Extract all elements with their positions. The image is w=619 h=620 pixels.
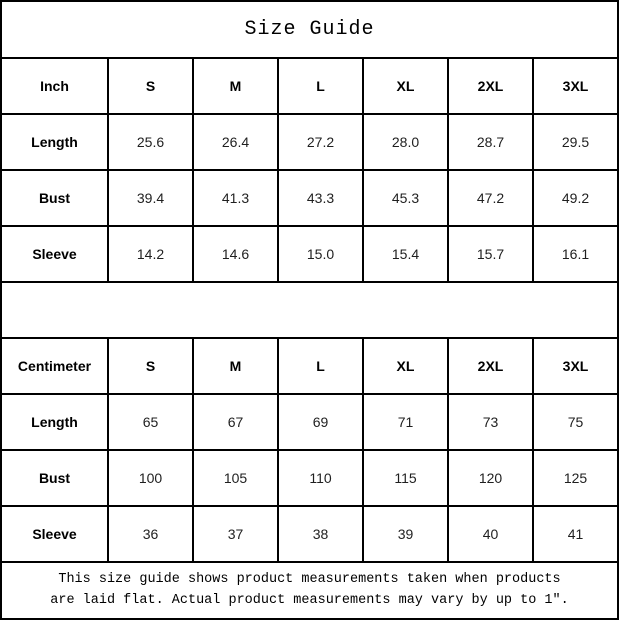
value-cell: 105 <box>193 450 278 506</box>
size-header-s: S <box>108 58 193 114</box>
value-cell: 67 <box>193 394 278 450</box>
size-header-s: S <box>108 338 193 394</box>
page-title: Size Guide <box>1 1 618 58</box>
unit-header-inch: Inch <box>1 58 108 114</box>
size-header-2xl: 2XL <box>448 338 533 394</box>
value-cell: 38 <box>278 506 363 562</box>
value-cell: 36 <box>108 506 193 562</box>
unit-header-centimeter: Centimeter <box>1 338 108 394</box>
cm-sleeve-row <box>1 506 618 562</box>
cm-length-row <box>1 394 618 450</box>
row-label-sleeve: Sleeve <box>1 506 108 562</box>
row-label-bust: Bust <box>1 170 108 226</box>
size-header-m: M <box>193 338 278 394</box>
value-cell: 115 <box>363 450 448 506</box>
cm-bust-row <box>1 450 618 506</box>
row-label-sleeve: Sleeve <box>1 226 108 282</box>
value-cell: 100 <box>108 450 193 506</box>
value-cell: 41.3 <box>193 170 278 226</box>
value-cell: 37 <box>193 506 278 562</box>
measurement-note: This size guide shows product measurements taken when products are laid flat. Actual product measurements may vary by up to 1″. <box>50 571 569 608</box>
value-cell: 125 <box>533 450 618 506</box>
note-cell <box>1 562 618 619</box>
row-label-length: Length <box>1 394 108 450</box>
size-header-l: L <box>278 58 363 114</box>
value-cell: 45.3 <box>363 170 448 226</box>
value-cell: 25.6 <box>108 114 193 170</box>
cm-header-row <box>1 338 618 394</box>
size-header-2xl: 2XL <box>448 58 533 114</box>
value-cell: 71 <box>363 394 448 450</box>
value-cell: 75 <box>533 394 618 450</box>
value-cell: 28.7 <box>448 114 533 170</box>
size-header-xl: XL <box>363 58 448 114</box>
inch-bust-row <box>1 170 618 226</box>
value-cell: 39 <box>363 506 448 562</box>
value-cell: 73 <box>448 394 533 450</box>
row-label-length: Length <box>1 114 108 170</box>
size-header-3xl: 3XL <box>533 58 618 114</box>
size-header-l: L <box>278 338 363 394</box>
value-cell: 69 <box>278 394 363 450</box>
value-cell: 26.4 <box>193 114 278 170</box>
value-cell: 28.0 <box>363 114 448 170</box>
inch-sleeve-row <box>1 226 618 282</box>
size-header-3xl: 3XL <box>533 338 618 394</box>
value-cell: 14.6 <box>193 226 278 282</box>
value-cell: 29.5 <box>533 114 618 170</box>
size-header-xl: XL <box>363 338 448 394</box>
title-row <box>1 1 618 58</box>
inch-header-row <box>1 58 618 114</box>
note-row <box>1 562 618 619</box>
value-cell: 110 <box>278 450 363 506</box>
value-cell: 15.4 <box>363 226 448 282</box>
size-header-m: M <box>193 58 278 114</box>
value-cell: 43.3 <box>278 170 363 226</box>
spacer-row <box>1 282 618 338</box>
value-cell: 65 <box>108 394 193 450</box>
value-cell: 49.2 <box>533 170 618 226</box>
value-cell: 39.4 <box>108 170 193 226</box>
spacer-cell <box>1 282 618 338</box>
value-cell: 27.2 <box>278 114 363 170</box>
value-cell: 14.2 <box>108 226 193 282</box>
value-cell: 16.1 <box>533 226 618 282</box>
value-cell: 40 <box>448 506 533 562</box>
value-cell: 15.0 <box>278 226 363 282</box>
value-cell: 15.7 <box>448 226 533 282</box>
value-cell: 47.2 <box>448 170 533 226</box>
inch-length-row <box>1 114 618 170</box>
value-cell: 120 <box>448 450 533 506</box>
value-cell: 41 <box>533 506 618 562</box>
row-label-bust: Bust <box>1 450 108 506</box>
